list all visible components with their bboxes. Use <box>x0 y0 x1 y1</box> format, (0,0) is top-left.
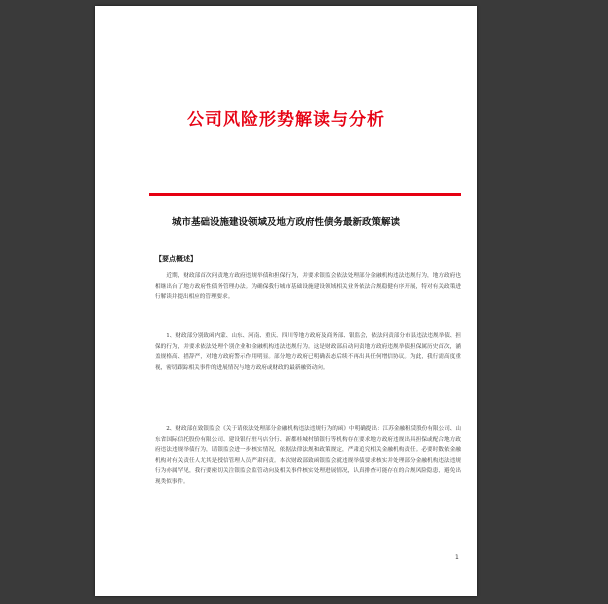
section-label-summary: 【要点概述】 <box>155 255 197 263</box>
report-banner-title: 公司风险形势解读与分析 <box>187 110 385 130</box>
document-page <box>95 6 477 596</box>
document-title: 城市基础设施建设领域及地方政府性债务最新政策解读 <box>171 217 400 228</box>
paragraph-intro: 近期，财政部首次问责地方政府违规举债和担保行为，并要求银监会依法处理部分金融机构违法违规行为，地方政府也相继出台了地方政府性债务管理办法。为确保我行城市基础设施建设领域相关业务依法合规稳健有序开展，特对有关政策进行解读并提出相应的管理要求。 <box>155 273 461 301</box>
paragraph-point-1: 1、财政部分别致函内蒙、山东、河南、重庆、四川等地方政府及商务部、银监会，依法问责部分市县违法违规举债、担保的行为，并要求依法处理个别企业和金融机构违法违规行为。这是财政部启动问责地方政府违规举债担保属历史首次，涵盖规格高、措辞严，对地方政府警示作用明显。部分地方政府已明确表态后续不再出具任何增信协议。为此，我行需高度重视，密切跟踪相关事件的进展情况与地方政府或财政的最新融资动向。 <box>155 333 461 371</box>
page-number: 1 <box>455 554 459 561</box>
red-divider-line <box>149 193 461 196</box>
paragraph-point-2: 2、财政部在致银监会《关于请依法处理部分金融机构违法违规行为的函》中明确提出：江苏金融租赁股份有限公司、山东省国际信托股份有限公司、建设银行驻马店分行、新都桂城村镇银行等机构存在要求地方政府违规出具担保或配合地方政府违法违规举债行为，请银监会进一步核实情况，依据法律法规和政策规定，严肃追究相关金融机构责任。必要时数依金融机构对有关责任人尤其是授信管理人员严肃问责。本次财政部致函银监会就违规举债要求核实并处理部分金融机构违法违规行为亦属罕见，我行要密切关注银监会监管动向及相关事件核实处理进展情况，认真排查可能存在的合规风险隐患，避免出现类似事件。 <box>155 426 461 485</box>
